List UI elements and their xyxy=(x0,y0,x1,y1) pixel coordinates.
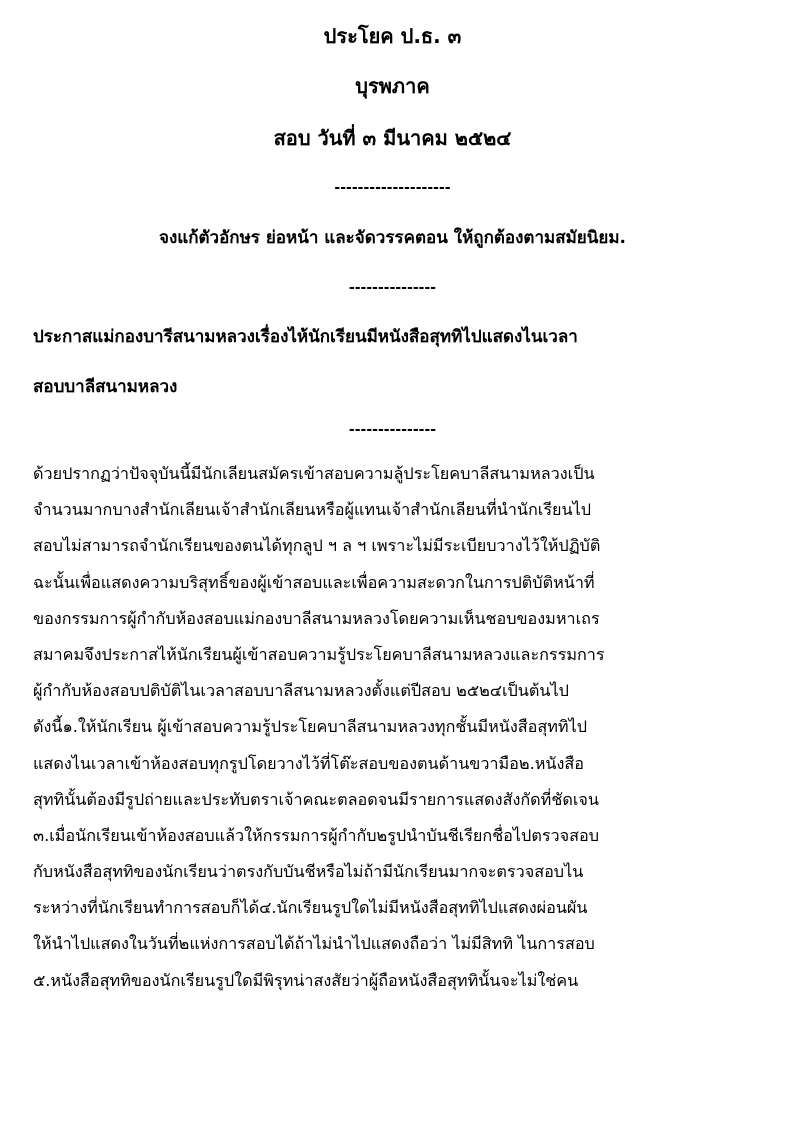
body-line: ดังนี้๑.ให้นักเรียน ผู้เข้าสอบความรู้ประโยคบาลีสนามหลวงทุกชั้นมีหนังสือสุททิไป xyxy=(33,717,588,737)
heading-line: ประกาสแม่กองบารีสนามหลวงเรื่องไห้นักเรียนมีหนังสือสุททิไปแสดงไนเวลา xyxy=(33,327,578,347)
body-line: ให้นำไปแสดงในวันที่๒แห่งการสอบได้ถ้าไม่นำไปแสดงถือว่า ไม่มีสิททิ ไนการสอบ xyxy=(33,934,595,954)
body-line: ด้วยปรากฏว่าปัจจุบันนี้มีนักเลียนสมัครเข้าสอบความลู้ประโยคบาลีสนามหลวงเป็น xyxy=(33,464,595,483)
body-line: แสดงไนเวลาเข้าห้องสอบทุกรูปโดยวางไว้ที่โต๊ะสอบของตนด้านขวามือ๒.หนังสือ xyxy=(33,753,584,773)
body-line: ของกรรมการผู้กำกับห้องสอบแม่กองบาลีสนามหลวงโดยความเห็นชอบของมหาเถร xyxy=(33,608,600,628)
exam-part-title: บุรพภาค xyxy=(355,74,430,98)
body-line: ๓.เมื่อนักเรียนเข้าห้องสอบแล้วให้กรรมการผู้กำกับ๒รูปนำบันชีเรียกชื่อไปตรวจสอบ xyxy=(33,825,599,845)
exam-level-title: ประโยค ป.ธ. ๓ xyxy=(323,24,462,48)
instruction-text: จงแก้ตัวอักษร ย่อหน้า และจัดวรรคตอน ให้ถูกต้องตามสมัยนิยม. xyxy=(158,228,627,248)
announcement-body xyxy=(33,456,758,999)
body-line: กับหนังสือสุททิของนักเรียนว่าตรงกับบันชีหรือไม่ถ้ามีนักเรียนมากจะตรวจสอบไน xyxy=(33,862,584,882)
exam-date-title: สอบ วันที่ ๓ มีนาคม ๒๕๒๔ xyxy=(273,126,512,150)
announcement-heading xyxy=(33,312,758,412)
body-line: สอบไม่สามารถจำนักเรียนของตนได้ทุกลูป ฯ ล ฯ เพราะไม่มีระเบียบวางไว้ให้ปฏิบัติ xyxy=(33,536,601,556)
body-line: สุททินั้นต้องมีรูปถ่ายและประทับตราเจ้าคณะตลอดจนมีรายการแสดงสังกัดที่ชัดเจน xyxy=(33,789,599,809)
body-line: ฉะนั้นเพื่อแสดงความบริสุทธิ์ของผู้เข้าสอบและเพื่อความสะดวกในการปติบัติหน้าที่ xyxy=(33,572,595,592)
heading-line: สอบบาลีสนามหลวง xyxy=(33,377,178,397)
body-line: ๕.หนังสือสุททิของนักเรียนรูปใดมีพิรุทน่าสงสัยว่าผู้ถือหนังสือสุททินั้นจะไม่ใช่คน xyxy=(33,970,579,990)
separator-2: --------------- xyxy=(348,280,437,296)
body-line: สมาคมจึงประกาสไห้นักเรียนผู้เข้าสอบความรู้ประโยคบาลีสนามหลวงและกรรมการ xyxy=(33,644,605,664)
body-line: ผู้กำกับห้องสอบปติบัติไนเวลาสอบบาลีสนามหลวงตั้งแต่ปีสอบ ๒๕๒๔เป็นต้นไป xyxy=(33,681,569,701)
body-line: ระหว่างที่นักเรียนทำการสอบก็ได้๔.นักเรียนรูปใดไม่มีหนังสือสุททิไปแสดงผ่อนผัน xyxy=(33,898,588,918)
separator-3: --------------- xyxy=(348,422,437,438)
separator-1: -------------------- xyxy=(334,180,451,196)
body-line: จำนวนมากบางสำนักเลียนเจ้าสำนักเลียนหรือผู้แทนเจ้าสำนักเลียนที่นำนักเรียนไป xyxy=(33,500,591,520)
